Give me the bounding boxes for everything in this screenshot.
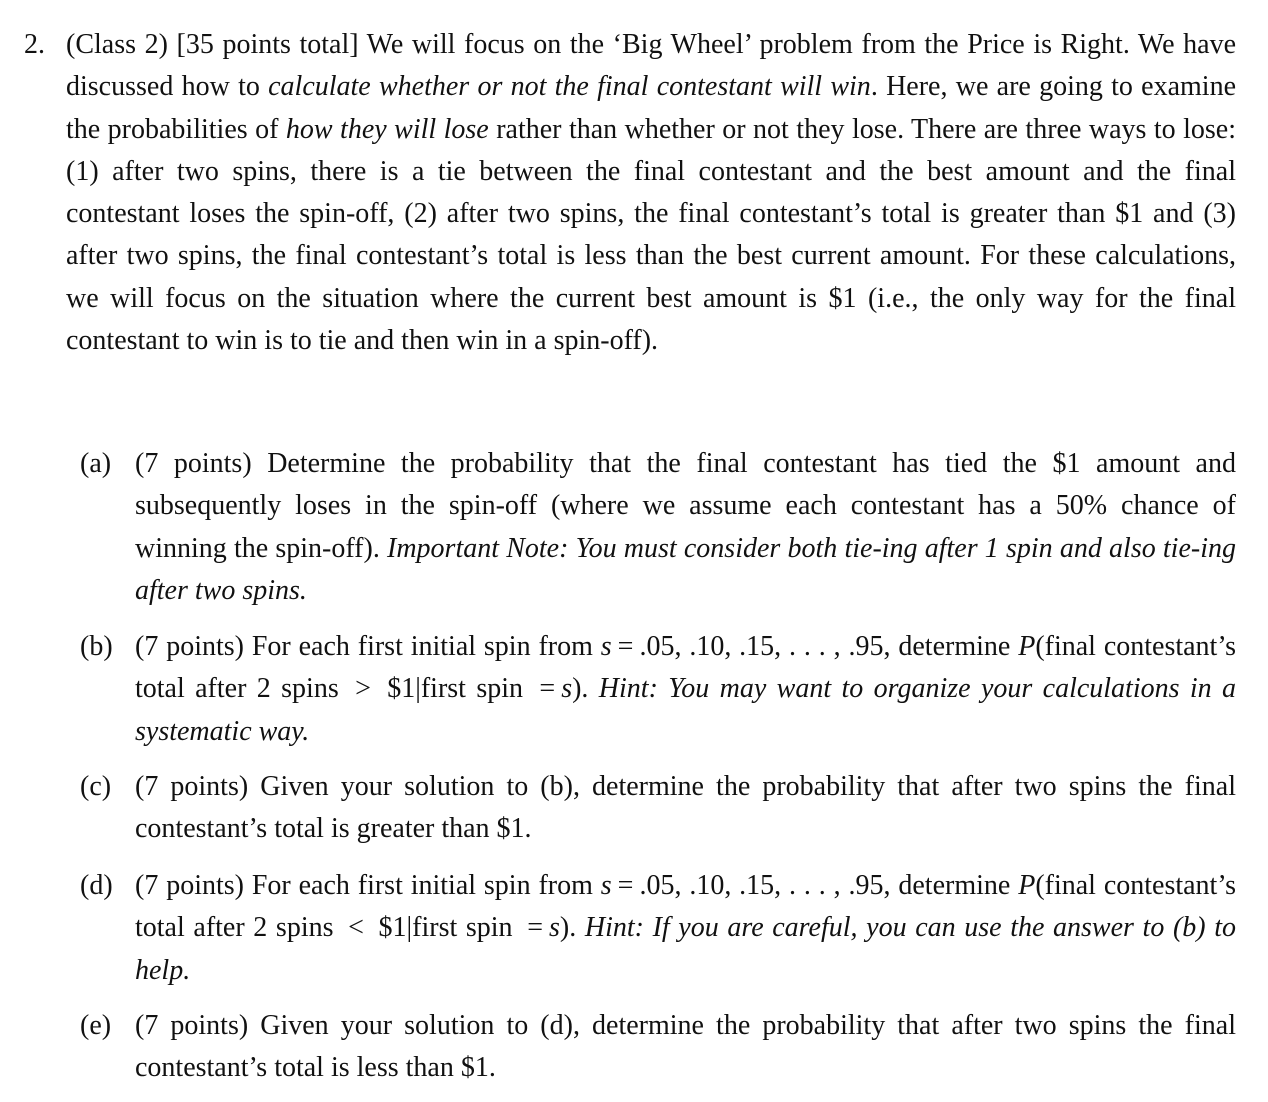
part-b-prob-symbol: P	[1018, 631, 1036, 662]
part-a-note: Important Note: You must consider both tie-ing after 1 spin and also tie-ing after two spins.	[135, 532, 1236, 606]
part-b-text-2: , determine	[883, 631, 1019, 662]
part-c-label: (c)	[80, 771, 112, 802]
part-b-label: (b)	[80, 631, 113, 662]
part-a-label: (a)	[80, 448, 112, 479]
part-d-text-5: ).	[559, 912, 585, 944]
part-d-text-2: , determine	[883, 870, 1019, 901]
part-b-greater-than: >	[355, 673, 371, 705]
part-b-equals-2: =	[539, 673, 556, 705]
intro-text-1: (Class 2) [35 points total] We will focus on the ‘Big Wheel’ problem from the Price is Right. We have discussed how to	[66, 29, 1236, 103]
part-b-text-1: (7 points) For each first initial spin from	[135, 631, 601, 662]
part-b-text-3: (final contestant’s total after 2 spins	[135, 631, 1237, 705]
intro-emphasis-1: calculate whether or not the final contestant will win	[268, 71, 871, 103]
part-d-equals-2: =	[527, 912, 543, 944]
part-e-text: (7 points) Given your solution to (d), determine the probability that after two spins the final contestant’s total is less than $1.	[135, 1010, 1236, 1084]
part-b-hint: Hint: You may want to organize your calculations in a systematic way.	[135, 673, 1237, 747]
part-d-less-than: <	[348, 912, 364, 944]
part-d-text-1: (7 points) For each first initial spin from	[135, 870, 601, 901]
part-a-text: (7 points) Determine the probability that the final contestant has tied the $1 amount and subsequently loses in the spin-off (where we assume each contestant has a 50% chance of winning the spin-off).	[135, 448, 1236, 564]
part-b-text-4: $1|first spin	[376, 673, 534, 705]
part-e-label: (e)	[80, 1010, 112, 1041]
part-e	[80, 1005, 1236, 1090]
part-d	[80, 865, 1237, 992]
question-intro	[24, 24, 1237, 362]
part-d-text-3: (final contestant’s total after 2 spins	[135, 870, 1237, 944]
intro-text-2: . Here, we are going to examine the probabilities of	[66, 71, 1237, 145]
part-b-text-5: ).	[572, 673, 599, 705]
part-c-text: (7 points) Given your solution to (b), determine the probability that after two spins the final contestant’s total is greater than $1.	[135, 771, 1236, 845]
part-c	[80, 766, 1236, 851]
part-b-var-s-2: s	[561, 673, 573, 705]
intro-emphasis-2: how they will lose	[285, 113, 489, 145]
part-b	[80, 626, 1237, 753]
part-b-equals: =	[617, 631, 634, 662]
part-d-prob-symbol: P	[1018, 870, 1036, 901]
part-d-equals: =	[617, 870, 634, 901]
part-d-label: (d)	[80, 870, 113, 901]
part-d-var-s-2: s	[548, 912, 560, 944]
part-d-sequence: .05, .10, .15, . . . , .95	[639, 870, 884, 901]
question-number: 2.	[24, 29, 45, 60]
part-b-sequence: .05, .10, .15, . . . , .95	[639, 631, 884, 662]
part-d-hint: Hint: If you are careful, you can use the answer to (b) to help.	[135, 912, 1237, 986]
intro-text-3: rather than whether or not they lose. There are three ways to lose: (1) after two spins, there is a tie between the final contestant and the best amount and the final contestant loses the spin-off, (2) after two spins, the final contestant’s total is greater than $1 and (3) after two spins, the final contestant’s total is less than the best current amount. For these calculations, we will focus on the situation where the current best amount is $1 (i.e., the only way for the final contestant to win is to tie and then win in a spin-off).	[66, 113, 1236, 357]
part-a	[80, 443, 1236, 612]
part-b-var-s: s	[600, 631, 612, 662]
part-d-text-4: $1|first spin	[369, 912, 522, 944]
part-d-var-s: s	[600, 870, 612, 901]
